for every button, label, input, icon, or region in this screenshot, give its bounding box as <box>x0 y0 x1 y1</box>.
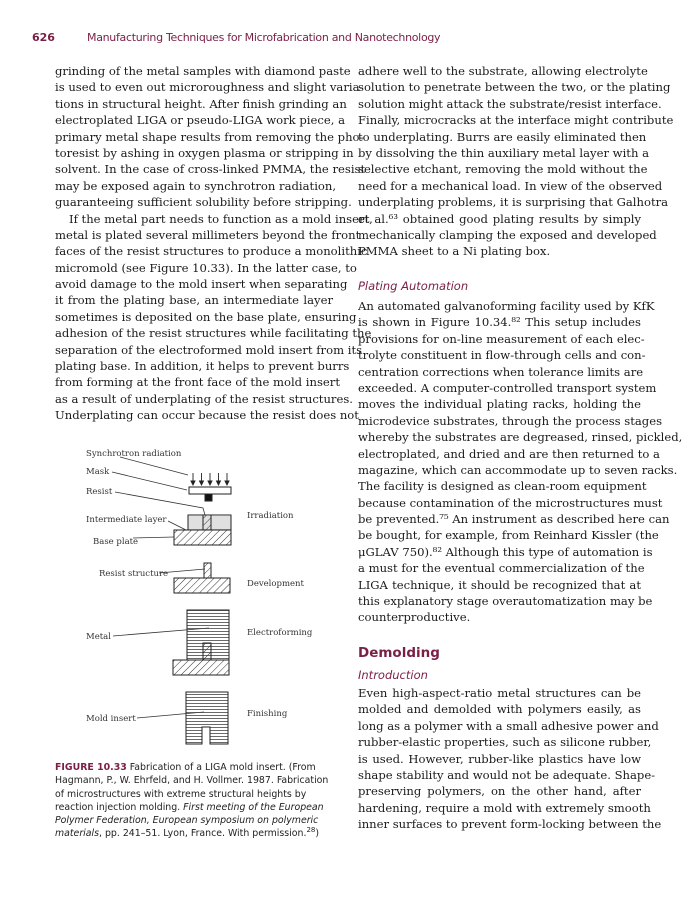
text-line: Even high-aspect-ratio metal structures can be <box>358 686 641 700</box>
text-line: a must for the eventual commercialization of the <box>358 561 645 576</box>
text-line: is used to even out microroughness and slight varia- <box>55 80 364 95</box>
label-mold-insert: Mold insert <box>86 714 136 724</box>
text-line: toresist by ashing in oxygen plasma or stripping in <box>55 145 354 160</box>
text-line: be bought, for example, from Reinhard Kissler (the <box>358 528 659 543</box>
text-line: selective etchant, removing the mold without the <box>358 162 648 177</box>
label-synchrotron-radiation: Synchrotron radiation <box>86 449 182 459</box>
text-line: is used. However, rubber-like plastics have low <box>358 751 641 766</box>
text-line: LIGA technique, it should be recognized that at <box>358 577 641 592</box>
step-development: Development <box>247 579 304 589</box>
text-line: whereby the substrates are degreased, rinsed, pickled, <box>358 430 683 445</box>
finishing-diagram <box>186 692 228 744</box>
text-line: counterproductive. <box>358 610 471 625</box>
text-line: guaranteeing sufficient solubility before stripping. <box>55 195 352 210</box>
text-line: underplating problems, it is surprising that Galhotra <box>358 195 669 210</box>
text-line: exceeded. A computer-controlled transport system <box>358 380 657 395</box>
text-line: electroplated LIGA or pseudo-LIGA work piece, a <box>55 113 345 128</box>
label-base-plate: Base plate <box>93 537 139 547</box>
text-line: Finally, microcracks at the interface might contribute <box>358 113 674 128</box>
text-line: The facility is designed as clean-room equipment <box>358 479 647 494</box>
text-line: adhesion of the resist structures while facilitating the <box>55 326 372 341</box>
text-line: need for a mechanical load. In view of the observed <box>358 178 663 193</box>
text-line: plating base. In addition, it helps to prevent burrs <box>55 359 350 374</box>
text-line: rubber-elastic properties, such as silicone rubber, <box>358 735 652 750</box>
page-number: 626 <box>32 31 55 44</box>
text-line: is shown in Figure 10.34.⁸² This setup includes <box>358 315 641 330</box>
text-line: An automated galvanoforming facility used by KfK <box>358 299 655 313</box>
text-line: centration corrections when tolerance limits are <box>358 364 644 379</box>
text-line: sometimes is deposited on the base plate, ensuring <box>55 309 357 324</box>
radiation-arrows-icon <box>191 473 229 485</box>
caption-text: Fabrication of a LIGA mold insert. (From Hagmann, P., W. Ehrfeld, and H. Vollmer. 1987. Fabrication of microstructures with extreme structural heights by reaction injection molding. <box>55 762 329 813</box>
text-line: from forming at the front face of the mold insert <box>55 375 340 390</box>
text-line: electroplated, and dried and are then returned to a <box>358 446 660 461</box>
text-line: solvent. In the case of cross-linked PMMA, the resist <box>55 162 366 177</box>
step-electroforming: Electroforming <box>247 628 313 638</box>
text-line: grinding of the metal samples with diamond paste <box>55 64 351 78</box>
text-line: If the metal part needs to function as a mold insert, <box>69 211 373 226</box>
step-finishing: Finishing <box>247 709 288 719</box>
text-line: inner surfaces to prevent form-locking between the <box>358 817 662 832</box>
text-line: may be exposed again to synchrotron radiation, <box>55 178 337 193</box>
text-line: solution might attack the substrate/resist interface. <box>358 96 662 111</box>
text-line: to underplating. Burrs are easily eliminated then <box>358 129 647 144</box>
text-line: long as a polymer with a small adhesive power and <box>358 718 659 733</box>
text-line: mechanically clamping the exposed and developed <box>358 227 657 242</box>
text-line: PMMA sheet to a Ni plating box. <box>358 244 551 259</box>
text-line: by dissolving the thin auxiliary metal layer with a <box>358 145 650 160</box>
heading-plating-automation: Plating Automation <box>358 279 469 293</box>
development-diagram <box>174 563 230 593</box>
text-line: magazine, which can accommodate up to seven racks. <box>358 462 678 477</box>
text-line: microdevice substrates, through the process stages <box>358 413 663 428</box>
text-line: molded and demolded with polymers easily, as <box>358 702 641 717</box>
text-line: preserving polymers, on the other hand, after <box>358 784 641 799</box>
text-line: solution to penetrate between the two, or the plating <box>358 80 671 95</box>
step-irradiation: Irradiation <box>247 511 294 521</box>
text-line: tions in structural height. After finish grinding an <box>55 96 347 111</box>
book-title: Manufacturing Techniques for Microfabrication and Nanotechnology <box>87 31 441 44</box>
electroforming-diagram <box>173 610 229 675</box>
caption-tail: , pp. 241–51. Lyon, France. With permission. <box>99 828 307 840</box>
text-line: be prevented.⁷⁵ An instrument as described here can <box>358 512 670 527</box>
text-line: metal is plated several millimeters beyond the front <box>55 227 361 242</box>
text-line: Underplating can occur because the resist does not <box>55 408 359 423</box>
irradiation-diagram <box>174 487 231 545</box>
figure-caption <box>55 761 340 841</box>
label-resist-structure: Resist structure <box>99 569 169 579</box>
caption-source-title: First meeting of the European Polymer Federation, European symposium on polymeric materials <box>55 801 324 840</box>
text-line: avoid damage to the mold insert when separating <box>55 277 348 292</box>
text-line: shape stability and would not be adequate. Shape- <box>358 767 656 782</box>
text-line: adhere well to the substrate, allowing electrolyte <box>358 64 648 78</box>
heading-introduction: Introduction <box>358 668 428 682</box>
figure-label: FIGURE 10.33 <box>55 762 127 773</box>
text-line: hardening, require a mold with extremely smooth <box>358 800 651 815</box>
text-line: faces of the resist structures to produce a monolithic <box>55 244 368 259</box>
caption-reference: 28 <box>306 826 316 835</box>
text-line: it from the plating base, an intermediate layer <box>55 293 333 308</box>
text-line: et al.⁶³ obtained good plating results by simply <box>358 211 641 226</box>
label-metal: Metal <box>86 632 111 642</box>
label-mask: Mask <box>86 467 110 477</box>
text-line: this explanatory stage overautomatization may be <box>358 594 653 609</box>
text-line: primary metal shape results from removing the pho- <box>55 129 364 144</box>
text-line: moves the individual plating racks, holding the <box>358 397 641 412</box>
label-intermediate-layer: Intermediate layer <box>86 515 167 525</box>
text-line: because contamination of the microstructures must <box>358 495 663 510</box>
heading-demolding: Demolding <box>358 645 440 661</box>
text-line: trolyte constituent in flow-through cells and con- <box>358 348 646 363</box>
text-line: μGLAV 750).⁸² Although this type of automation is <box>358 544 653 559</box>
text-line: micromold (see Figure 10.33). In the latter case, to <box>55 260 357 275</box>
text-line: provisions for on-line measurement of each elec- <box>358 331 645 346</box>
label-resist: Resist <box>86 487 113 497</box>
text-line: as a result of underplating of the resist structures. <box>55 391 353 406</box>
text-line: separation of the electroformed mold insert from its <box>55 342 363 357</box>
caption-close: ) <box>315 828 320 840</box>
